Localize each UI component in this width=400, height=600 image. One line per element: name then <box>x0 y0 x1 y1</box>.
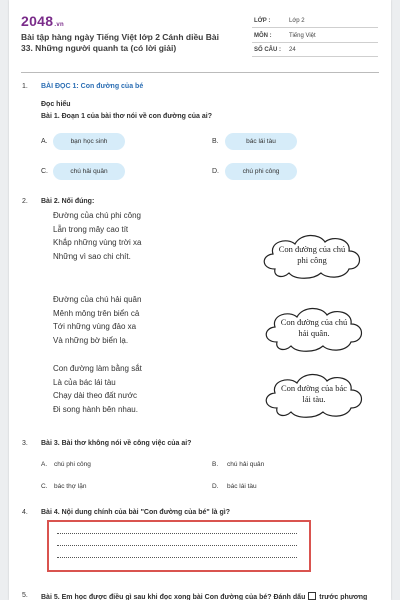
checkbox-icon <box>308 592 316 600</box>
question-text: Bài 2. Nối đúng: <box>41 198 95 205</box>
poem-line: Là của bác lái tàu <box>53 377 116 387</box>
option-letter: A. <box>41 138 48 145</box>
meta-row-count <box>252 45 378 57</box>
answer-option[interactable]: bác lái tàu <box>227 483 257 490</box>
poem-line: Mênh mông trên biển cả <box>53 308 140 318</box>
poem-line: Con đường làm bằng sắt <box>53 364 142 373</box>
poem-line: Những vì sao chi chít. <box>53 251 131 261</box>
answer-box[interactable] <box>47 520 311 572</box>
question-text: Bài 4. Nội dung chính của bài "Con đường của bé" là gì? <box>41 509 230 516</box>
poem-stanza <box>53 293 141 347</box>
poem-line: Tới những vùng đảo xa <box>53 322 137 331</box>
option-letter: C. <box>41 168 48 175</box>
poem-line: Đi song hành bên nhau. <box>53 404 138 414</box>
question-text: Bài 1. Đoạn 1 của bài thơ nói về con đường của ai? <box>41 113 212 120</box>
poem-line: Đường của chú phi công <box>53 211 141 220</box>
section-subtitle: Đọc hiểu <box>41 101 71 108</box>
match-cloud-navy[interactable] <box>259 302 369 354</box>
option-letter: C. <box>41 483 48 490</box>
question-number: 2. <box>22 198 28 205</box>
answer-option[interactable]: chú hải quân <box>227 461 265 468</box>
question-text: Bài 5. Em học được điều gì sau khi đọc xong bài Con đường của bé? Đánh dấu trước phương <box>41 594 368 600</box>
option-letter: B. <box>212 461 219 468</box>
answer-option[interactable]: bác thợ lặn <box>54 483 87 490</box>
option-letter: B. <box>212 138 219 145</box>
meta-row-subject <box>252 31 378 43</box>
meta-key: LỚP : <box>254 18 271 24</box>
reading-title: BÀI ĐỌC 1: Con đường của bé <box>41 83 144 90</box>
question-number: 1. <box>22 83 28 90</box>
answer-line <box>57 545 297 546</box>
meta-value: Tiếng Việt <box>289 33 316 39</box>
match-cloud-pilot[interactable] <box>257 229 367 281</box>
poem-stanza <box>53 362 142 416</box>
answer-option[interactable]: chú hải quân <box>53 163 125 180</box>
answer-option[interactable]: bác lái tàu <box>225 133 297 150</box>
worksheet-page <box>9 0 391 600</box>
question-number: 5. <box>22 592 28 599</box>
document-title: Bài tập hàng ngày Tiếng Việt lớp 2 Cánh diều Bài 33. Những người quanh ta (có lời giải) <box>21 32 219 53</box>
poem-line: Đường của chú hải quân <box>53 295 142 304</box>
meta-key: SỐ CÂU : <box>254 47 281 53</box>
question-number: 4. <box>22 509 28 516</box>
answer-line <box>57 557 297 558</box>
answer-line <box>57 533 297 534</box>
cloud-text: Con đường của chú phi công <box>278 244 346 265</box>
cloud-text: Con đường của chú hải quân. <box>280 317 348 338</box>
meta-value: 24 <box>289 47 296 53</box>
option-letter: D. <box>212 483 219 490</box>
answer-option[interactable]: chú phi công <box>225 163 297 180</box>
answer-option[interactable]: bạn học sinh <box>53 133 125 150</box>
option-letter: D. <box>212 168 219 175</box>
question-text: Bài 3. Bài thơ không nói về công việc của ai? <box>41 440 192 447</box>
poem-line: Và những bờ biển lạ. <box>53 335 129 345</box>
site-logo[interactable]: 2048.vn <box>21 13 64 29</box>
header-divider <box>21 72 379 73</box>
question-number: 3. <box>22 440 28 447</box>
meta-key: MÔN : <box>254 33 272 39</box>
poem-stanza <box>53 209 141 263</box>
cloud-text: Con đường của bác lái tàu. <box>281 383 347 404</box>
meta-value: Lớp 2 <box>289 18 305 24</box>
meta-row-class <box>252 16 378 28</box>
poem-line: Chạy dài theo đất nước <box>53 391 137 400</box>
option-letter: A. <box>41 461 48 468</box>
answer-option[interactable]: chú phi công <box>54 461 91 468</box>
poem-line: Khắp những vùng trời xa <box>53 238 142 247</box>
match-cloud-train[interactable] <box>259 368 369 420</box>
poem-line: Lẫn trong mây cao tít <box>53 224 129 234</box>
